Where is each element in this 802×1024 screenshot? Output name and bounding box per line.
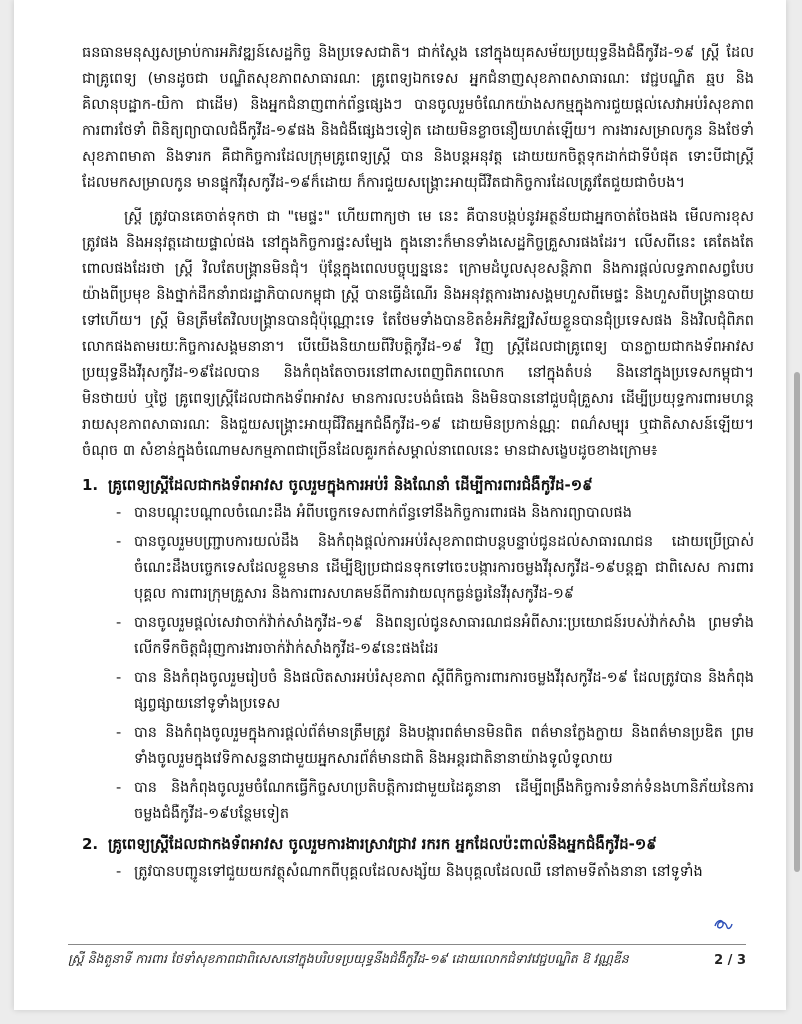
list-item: - បានចូលរួមផ្ដល់សេវាចាក់វ៉ាក់សាំងកូវីដ-១៩ និងពន្យល់ជូនសាធារណជនអំពីសារៈប្រយោជន៍របស់វ៉ាក់សាំង ព្រមទាំងលើកទឹកចិត្តជំរុញការងារចាក់វ៉ាក់សាំងកូវីដ-១៩នេះផងដែរ [116, 610, 754, 662]
list-item: - ត្រូវបានបញ្ជូនទៅជួយយកវត្ថុសំណាកពីបុគ្គលដែលសង្ស័យ និងបុគ្គលដែលឈឺ នៅតាមទីតាំងនានា នៅទូទាំង [116, 859, 754, 885]
section-2-list [82, 859, 754, 885]
section-1-number: 1. [82, 476, 99, 494]
section-2-heading [82, 831, 754, 857]
page-footer [68, 944, 746, 970]
section-2-title: គ្រូពេទ្យស្ត្រីដែលជាកងទ័ពអាវស ចូលរួមការងារស្រាវជ្រាវ រករក អ្នកដែលប៉ះពាល់នឹងអ្នកជំងឺកូវីដ-១៩ [108, 835, 657, 853]
list-item: - បាន និងកំពុងចូលរួមរៀបចំ និងផលិតសារអប់រំសុខភាព ស្ដីពីកិច្ចការពារការចម្លងវីរុសកូវីដ-១៩ ដែលត្រូវបាន និងកំពុងផ្សព្វផ្សាយនៅទូទាំងប្រទេស [116, 665, 754, 717]
section-1-list [82, 500, 754, 827]
section-1-heading [82, 472, 754, 498]
document-body [82, 40, 754, 889]
paragraph-role: ស្ត្រី ត្រូវបានគេចាត់ទុកថា ជា "មេផ្ទះ" ហើយពាក្យថា មេ នេះ គឺបានបង្កប់នូវអត្ថន័យជាអ្នកចាត់ចែងផង មើលការខុសត្រូវផង និងអនុវត្តដោយផ្ទាល់ផង នៅក្នុងកិច្ចការផ្ទះសម្បែង ក្នុងនោះក៏មានទាំងសេដ្ឋកិច្ចគ្រួសារផងដែរ។ លើសពីនេះ គេតែងតែពោលផងដែរថា ស្ត្រី វិលតែបង្គ្រានមិនជុំ។ ប៉ុន្តែក្នុងពេលបច្ចុប្បន្ននេះ ក្រោមដំបូលសុខសន្តិភាព និងការផ្ដល់លទ្ធភាពសព្វបែបយ៉ាងពីប្រមុខ និងថ្នាក់ដឹកនាំរាជរដ្ឋាភិបាលកម្ពុជា ស្ត្រី បានធ្វើដំណើរ និងអនុវត្តការងារសង្គមហួសពីមេផ្ទះ និងហួសពីបង្គ្រានបាយទៅហើយ។ ស្ត្រី មិនត្រឹមតែវិលបង្គ្រានបានជុំប៉ុណ្ណោះទេ តែថែមទាំងបានខិតខំអភិវឌ្ឍវិស័យខ្លួនបានជុំប្រទេសផង និងវិលជុំពិភពលោកផងតាមរយៈកិច្ចការសង្គមនានា។ បើយើងនិយាយពីវិបត្តិកូវីដ-១៩ វិញ ស្ត្រីដែលជាគ្រូពេទ្យ បានក្លាយជាកងទ័ពអាវសប្រយុទ្ធនឹងវីរុសកូវីដ-១៩ដែលបាន និងកំពុងតែចាចរនៅពាសពេញពិភពលោក នៅក្នុងតំបន់ និងនៅក្នុងប្រទេសកម្ពុជា។ មិនថាយប់ ឬថ្ងៃ គ្រូពេទ្យស្ត្រីដែលជាកងទ័ពអាវស មានការលះបង់ធំធេង និងមិនបាននៅជួបជុំគ្រួសារ ដើម្បីប្រយុទ្ធការពារមហន្តរាយសុខភាពសាធារណៈ និងជួយសង្គ្រោះអាយុជីវិតអ្នកជំងឺកូវីដ-១៩ ដោយមិនប្រកាន់ណ្ណៈ ពណ៌សម្បុរ ឬជាតិសាសន៍ឡើយ។ ចំណុច ៣ សំខាន់ក្នុងចំណោមសកម្មភាពជាច្រើនដែលគួរកត់សម្គាល់នាពេលនេះ មានជាសង្ខេបដូចខាងក្រោម៖ [82, 209, 754, 459]
document-page [14, 0, 786, 1010]
list-item: - បាន និងកំពុងចូលរួមក្នុងការផ្ដល់ព័ត៌មានត្រឹមត្រូវ និងបង្ការពត៌មានមិនពិត ពត៌មានក្លែងក្លាយ និងពត៌មានប្រឌិត ព្រមទាំងចូលរួមក្នុងវេទិកាសន្ទនាជាមួយអ្នកសារព័ត៌មានជាតិ និងអន្តរជាតិនានាយ៉ាងទូលំទូលាយ [116, 720, 754, 772]
list-item: - បានចូលរួមបញ្ជ្រាបការយល់ដឹង និងកំពុងផ្ដល់ការអប់រំសុខភាពជាបន្តបន្ទាប់ជូនដល់សាធារណជន ដោយប្រើប្រាស់ចំណេះដឹងបច្ចេកទេសដែលខ្លួនមាន ដើម្បីឱ្យប្រជាជនទុកទៅចេះបង្ការការចម្លងវីរុសកូវីដ-១៩បន្តគ្នា ជាពិសេស ការពារបុគ្គល ការពារក្រុមគ្រួសារ និងការពារសហគមន៍ពីការវាយលុកធ្ងន់ធ្ងរនៃវីរុសកូវីដ-១៩ [116, 529, 754, 607]
footer-text: ស្ត្រី និងតួនាទី ការពារ ថែទាំសុខភាពជាពិសេសនៅក្នុងបរិបទប្រយុទ្ធនឹងជំងឺកូវីដ-១៩ ដោយលោកជំទាវវេជ្ជបណ្ឌិត ឱ វណ្ណឌីន [68, 951, 629, 966]
list-item: - បានបណ្ដុះបណ្ដាលចំណេះដឹង អំពីបច្ចេកទេសពាក់ព័ន្ធទៅនឹងកិច្ចការពារផង និងការព្យាបាលផង [116, 500, 754, 526]
section-1-title: គ្រូពេទ្យស្ត្រីដែលជាកងទ័ពអាវស ចូលរួមក្នុងការអប់រំ និងណែនាំ ដើម្បីការពារជំងឺកូវីដ-១៩ [108, 476, 593, 494]
page-number: 2 / 3 [714, 953, 746, 968]
signature-mark [712, 916, 734, 932]
paragraph-intro: ធនធានមនុស្សសម្រាប់ការអភិវឌ្ឍន៍សេដ្ឋកិច្ច និងប្រទេសជាតិ។ ជាក់ស្ដែង នៅក្នុងយុគសម័យប្រយុទ្ធនឹងជំងឺកូវីដ-១៩ ស្ត្រី ដែលជាគ្រូពេទ្យ (មានដូចជា បណ្ឌិតសុខភាពសាធារណៈ គ្រូពេទ្យឯកទេស អ្នកជំនាញសុខភាពសាធារណៈ វេជ្ជបណ្ឌិត ឆ្មប និងគិលានុបដ្ឋាក-យិកា ជាដើម) និងអ្នកជំនាញពាក់ព័ន្ធផ្សេងៗ បានចូលរួមចំណែកយ៉ាងសកម្មក្នុងការជួយផ្ដល់សេវាអប់រំសុខភាព ការពារថែទាំ ពិនិត្យព្យាបាលជំងឺកូវីដ-១៩ផង និងជំងឺផ្សេងៗទៀត ដោយមិនខ្លាចនឿយហត់ឡើយ។ ការងារសម្រាលកូន និងថែទាំសុខភាពមាតា និងទារក គឺជាកិច្ចការដែលក្រុមគ្រូពេទ្យស្ត្រី បាន និងបន្តអនុវត្ត ដោយយកចិត្តទុកដាក់ជាទីបំផុត ទោះបីជាស្ត្រីដែលមកសម្រាលកូន មានផ្ទុកវីរុសកូវីដ-១៩ក៏ដោយ ក៏ការជួយសង្គ្រោះអាយុជីវិតជាកិច្ចការដែលត្រូវតែជួយជាចំបង។ [82, 45, 754, 191]
section-2-number: 2. [82, 835, 99, 853]
list-item: - បាន និងកំពុងចូលរួមចំណែកធ្វើកិច្ចសហប្រតិបត្តិការជាមួយដៃគូនានា ដើម្បីពង្រឹងកិច្ចការទំនាក់ទំនងហានិភ័យនៃការចម្លងជំងឺកូវីដ-១៩បន្ថែមទៀត [116, 775, 754, 827]
scrollbar[interactable] [794, 372, 800, 872]
